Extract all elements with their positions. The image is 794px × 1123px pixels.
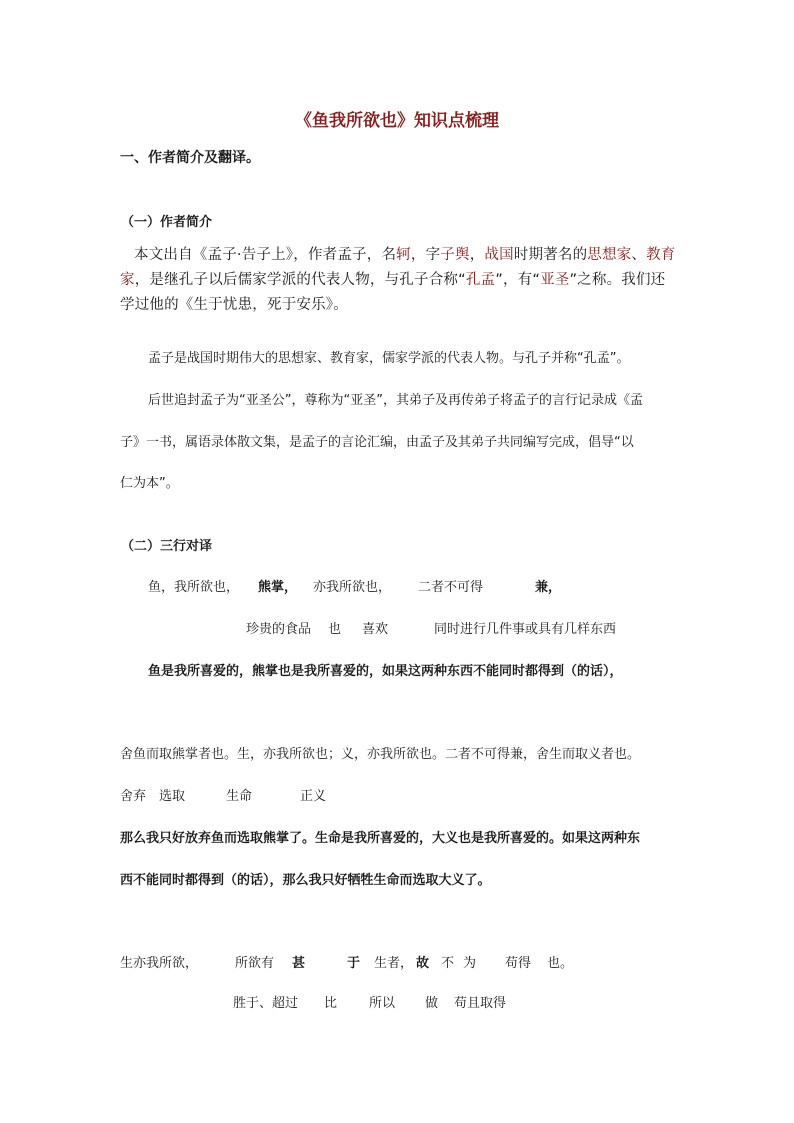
original-text: 甚 [292,956,306,971]
page-title: 《鱼我所欲也》知识点梳理 [295,111,499,131]
original-text: 苟得 [505,956,532,971]
intro-highlight-courtesy-name: 子舆 [440,247,470,263]
intro-text: ，字 [410,247,441,263]
mencius-paragraph-1: 孟子是战国时期伟大的思想家、教育家，儒家学派的代表人物。与孔子并称“孔孟”。 [148,351,630,366]
original-text: 二者不可得 [418,580,484,595]
gloss-text: 舍弃 [120,789,147,804]
gloss-text: 喜欢 [362,622,389,637]
original-text: 所欲有 [235,956,275,971]
intro-highlight-era: 战国 [484,247,514,263]
subsection-heading-author-intro: （一）作者简介 [121,215,213,230]
gloss-text: 胜于、超过 [233,996,299,1011]
intro-text: ，是继孔子以后儒家学派的代表人物，与孔子合称“ [134,272,466,288]
original-text: 熊掌， [258,580,298,595]
mencius-paragraph-2-line-1: 后世追封孟子为“亚圣公”，尊称为“亚圣”，其弟子及再传弟子将孟子的言行记录成《孟 [148,393,643,408]
gloss-text: 比 [324,996,338,1011]
original-text: 舍鱼而取熊掌者也。生，亦我所欲也；义，亦我所欲也。二者不可得兼，舍生而取义者也。 [120,747,641,762]
original-text: 亦我所欲也， [313,580,392,595]
intro-highlight-educator: 教育家 [120,247,676,288]
original-text: 兼， [535,580,562,595]
intro-highlight-name: 轲 [396,247,411,263]
original-text: 为 [463,956,477,971]
intro-text: ”之称。我们还学过他的《生于忧患，死于安乐》。 [120,272,666,313]
translation-text: 鱼是我所喜爱的，熊掌也是我所喜爱的，如果这两种东西不能同时都得到（的话）， [148,664,623,679]
subsection-heading-three-line-translation: （二）三行对译 [121,539,213,554]
intro-highlight-thinker: 思想家 [587,247,632,263]
original-text: 生亦我所欲， [120,956,199,971]
section-heading-author-translation: 一、作者简介及翻译。 [120,150,260,166]
gloss-text: 所以 [369,996,396,1011]
translation-text: 那么我只好放弃鱼而选取熊掌了。生命是我所喜爱的，大义也是我所喜爱的。如果这两种东 [120,831,641,846]
original-text: 生者， [374,956,414,971]
gloss-text: 生命 [226,789,253,804]
original-text: 鱼，我所欲也， [148,580,240,595]
gloss-text: 也 [328,622,342,637]
intro-text: 时期著名的 [513,247,588,263]
intro-text: 本文出自《孟子·告子上》，作者孟子，名 [134,247,397,263]
mencius-paragraph-2-line-3: 仁为本”。 [120,476,179,491]
intro-highlight-kongmeng: 孔孟 [465,272,496,288]
gloss-text: 珍贵的食品 [246,622,312,637]
intro-highlight-yasheng: 亚圣 [540,272,570,288]
gloss-text: 选取 [159,789,186,804]
gloss-text: 苟且取得 [454,996,507,1011]
intro-text: 、 [631,247,647,263]
intro-text: ”，有“ [495,272,541,288]
original-text: 也。 [547,956,574,971]
original-text: 于 [347,956,361,971]
gloss-text: 正义 [300,789,327,804]
translation-text: 西不能同时都得到（的话），那么我只好牺牲生命而选取大义了。 [120,873,491,888]
mencius-paragraph-2-line-2: 子》一书，属语录体散文集，是孟子的言论汇编，由孟子及其弟子共同编写完成，倡导“以 [120,435,634,450]
gloss-text: 做 [425,996,439,1011]
intro-text: ， [469,247,485,263]
original-text: 不 [441,956,455,971]
original-text: 故 [416,956,430,971]
gloss-text: 同时进行几件事或具有几样东西 [434,622,617,637]
author-intro-paragraph [120,243,680,318]
